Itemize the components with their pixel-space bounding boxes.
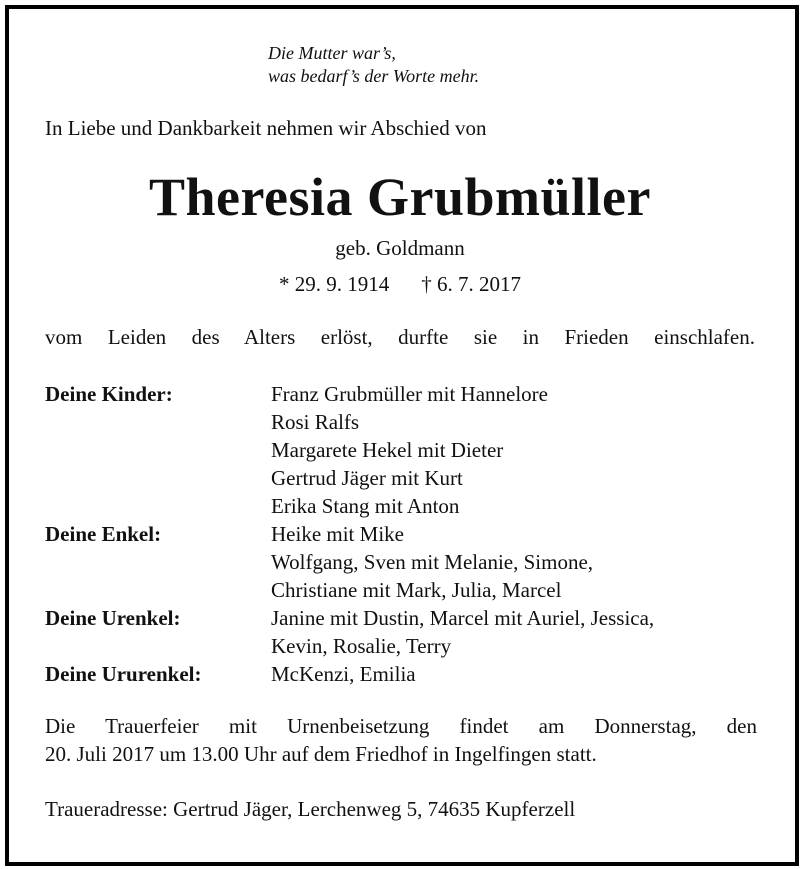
group-members [271, 380, 548, 520]
motto-line-2: was bedarf’s der Worte mehr. [268, 66, 480, 86]
mourning-address: Traueradresse: Gertrud Jäger, Lerchenweg 5, 74635 Kupferzell [45, 797, 576, 821]
group-members [271, 520, 593, 604]
group-members [271, 604, 654, 660]
service-line-1: Die Trauerfeier mit Urnenbeisetzung findet am Donnerstag, den [45, 714, 757, 738]
member-line: Franz Grubmüller mit Hannelore [271, 382, 548, 406]
member-line: Gertrud Jäger mit Kurt [271, 466, 463, 490]
family-group-children [45, 380, 760, 520]
group-label: Deine Ururenkel: [45, 662, 202, 686]
release-text: vom Leiden des Alters erlöst, durfte sie in Frieden einschlafen. [45, 325, 755, 349]
member-line: Heike mit Mike [271, 522, 404, 546]
group-label: Deine Urenkel: [45, 606, 181, 630]
group-label: Deine Enkel: [45, 522, 162, 546]
motto-line-1: Die Mutter war’s, [268, 43, 396, 63]
death-date: † 6. 7. 2017 [421, 272, 521, 296]
family-list [45, 380, 760, 688]
intro-text: In Liebe und Dankbarkeit nehmen wir Abschied von [45, 116, 487, 140]
member-line: Rosi Ralfs [271, 410, 360, 434]
member-line: McKenzi, Emilia [271, 662, 416, 686]
birth-date: * 29. 9. 1914 [279, 272, 390, 296]
member-line: Erika Stang mit Anton [271, 494, 460, 518]
family-group-great-great-grandchildren [45, 660, 760, 688]
group-members [271, 660, 416, 688]
funeral-service-info [45, 712, 757, 768]
family-group-grandchildren [45, 520, 760, 604]
life-dates [0, 272, 800, 297]
deceased-name: Theresia Grubmüller [149, 167, 651, 227]
motto [268, 42, 479, 88]
member-line: Kevin, Rosalie, Terry [271, 634, 452, 658]
member-line: Wolfgang, Sven mit Melanie, Simone, [271, 550, 594, 574]
service-line-2: 20. Juli 2017 um 13.00 Uhr auf dem Friedhof in Ingelfingen statt. [45, 742, 597, 766]
family-group-great-grandchildren [45, 604, 760, 660]
member-line: Janine mit Dustin, Marcel mit Auriel, Jessica, [271, 606, 655, 630]
member-line: Margarete Hekel mit Dieter [271, 438, 504, 462]
member-line: Christiane mit Mark, Julia, Marcel [271, 578, 562, 602]
group-label: Deine Kinder: [45, 382, 173, 406]
maiden-name: geb. Goldmann [335, 236, 465, 260]
